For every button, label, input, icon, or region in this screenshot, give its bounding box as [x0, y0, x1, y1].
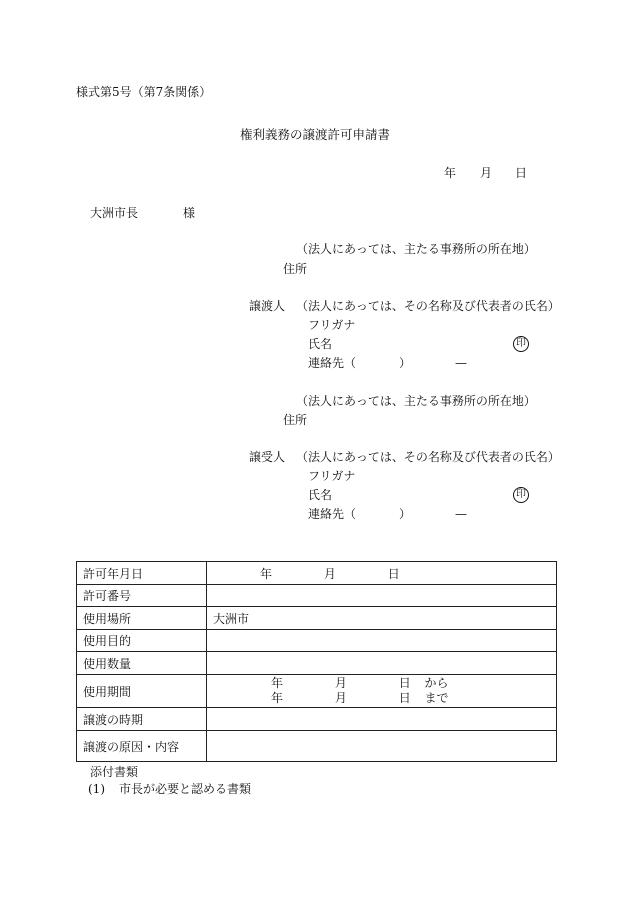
transferee-address-note: （法人にあっては、主たる事務所の所在地） [296, 394, 536, 408]
transferee-name-label: 氏名 [308, 488, 333, 502]
transfer-reason-value[interactable] [207, 731, 557, 762]
permit-date-year: 年 [260, 566, 273, 581]
transfer-time-value[interactable] [207, 708, 557, 731]
permit-date-label: 許可年月日 [77, 562, 207, 585]
transferee-furigana-label: フリガナ [308, 469, 356, 483]
period-end-month: 月 [334, 691, 347, 705]
period-from: から [424, 676, 449, 690]
table-row [77, 630, 557, 652]
transfer-time-label: 譲渡の時期 [77, 708, 207, 731]
transferor-contact-dash: — [455, 356, 467, 370]
transfer-reason-label: 譲渡の原因・内容 [77, 731, 207, 762]
attachments-heading: 添付書類 [90, 765, 139, 779]
transferor-role-label: 譲渡人 [249, 299, 286, 313]
transferee-contact-label: 連絡先（ [308, 507, 357, 521]
table-row [77, 731, 557, 762]
permit-number-value[interactable] [207, 585, 557, 607]
transferee-contact-paren: ） [399, 507, 412, 521]
table-row [77, 675, 557, 708]
use-period-value[interactable] [207, 675, 557, 708]
period-to: まで [424, 691, 449, 705]
period-start [213, 676, 556, 691]
table-row [77, 562, 557, 585]
table-row [77, 652, 557, 675]
transferee-contact-dash: — [455, 507, 467, 521]
permit-number-label: 許可番号 [77, 585, 207, 607]
transferee-role-label: 譲受人 [249, 450, 286, 464]
table-row [77, 585, 557, 607]
use-place-label: 使用場所 [77, 607, 207, 630]
document-title: 権利義務の譲渡許可申請書 [239, 127, 390, 142]
transferor-name-label: 氏名 [308, 337, 333, 351]
transferor-seal-icon: 印 [513, 336, 529, 352]
transferor-name-note: （法人にあっては、その名称及び代表者の氏名） [296, 299, 560, 313]
transferor-contact-paren: ） [399, 356, 412, 370]
use-place-value[interactable]: 大洲市 [207, 607, 557, 630]
use-quantity-label: 使用数量 [77, 652, 207, 675]
use-purpose-value[interactable] [207, 630, 557, 652]
attachment-item-text: 市長が必要と認める書類 [119, 782, 252, 796]
table-row [77, 708, 557, 731]
date-year-label: 年 [444, 166, 457, 180]
permit-date-day: 日 [387, 566, 400, 581]
transferor-address-label: 住所 [283, 262, 308, 276]
transferor-address-note: （法人にあっては、主たる事務所の所在地） [296, 242, 536, 256]
transferee-seal-icon: 印 [513, 487, 529, 503]
period-end-year: 年 [271, 691, 284, 705]
period-start-year: 年 [271, 676, 284, 690]
permit-date-value[interactable] [207, 562, 557, 585]
permit-date-month: 月 [323, 566, 336, 581]
period-end [213, 691, 556, 706]
period-start-month: 月 [334, 676, 347, 690]
attachment-item-number: (1) [88, 782, 105, 796]
period-start-day: 日 [398, 676, 411, 690]
date-month-label: 月 [480, 166, 493, 180]
use-quantity-value[interactable] [207, 652, 557, 675]
honorific: 様 [183, 206, 196, 220]
permit-info-table [76, 561, 557, 762]
date-day-label: 日 [515, 166, 528, 180]
table-row [77, 607, 557, 630]
transferor-contact-label: 連絡先（ [308, 356, 357, 370]
transferee-name-note: （法人にあっては、その名称及び代表者の氏名） [296, 450, 560, 464]
transferee-address-label: 住所 [283, 413, 308, 427]
period-end-day: 日 [398, 691, 411, 705]
use-purpose-label: 使用目的 [77, 630, 207, 652]
form-number: 様式第5号（第7条関係） [76, 85, 212, 99]
use-period-label: 使用期間 [77, 675, 207, 708]
transferor-furigana-label: フリガナ [308, 318, 356, 332]
addressee: 大洲市長 [90, 206, 139, 220]
